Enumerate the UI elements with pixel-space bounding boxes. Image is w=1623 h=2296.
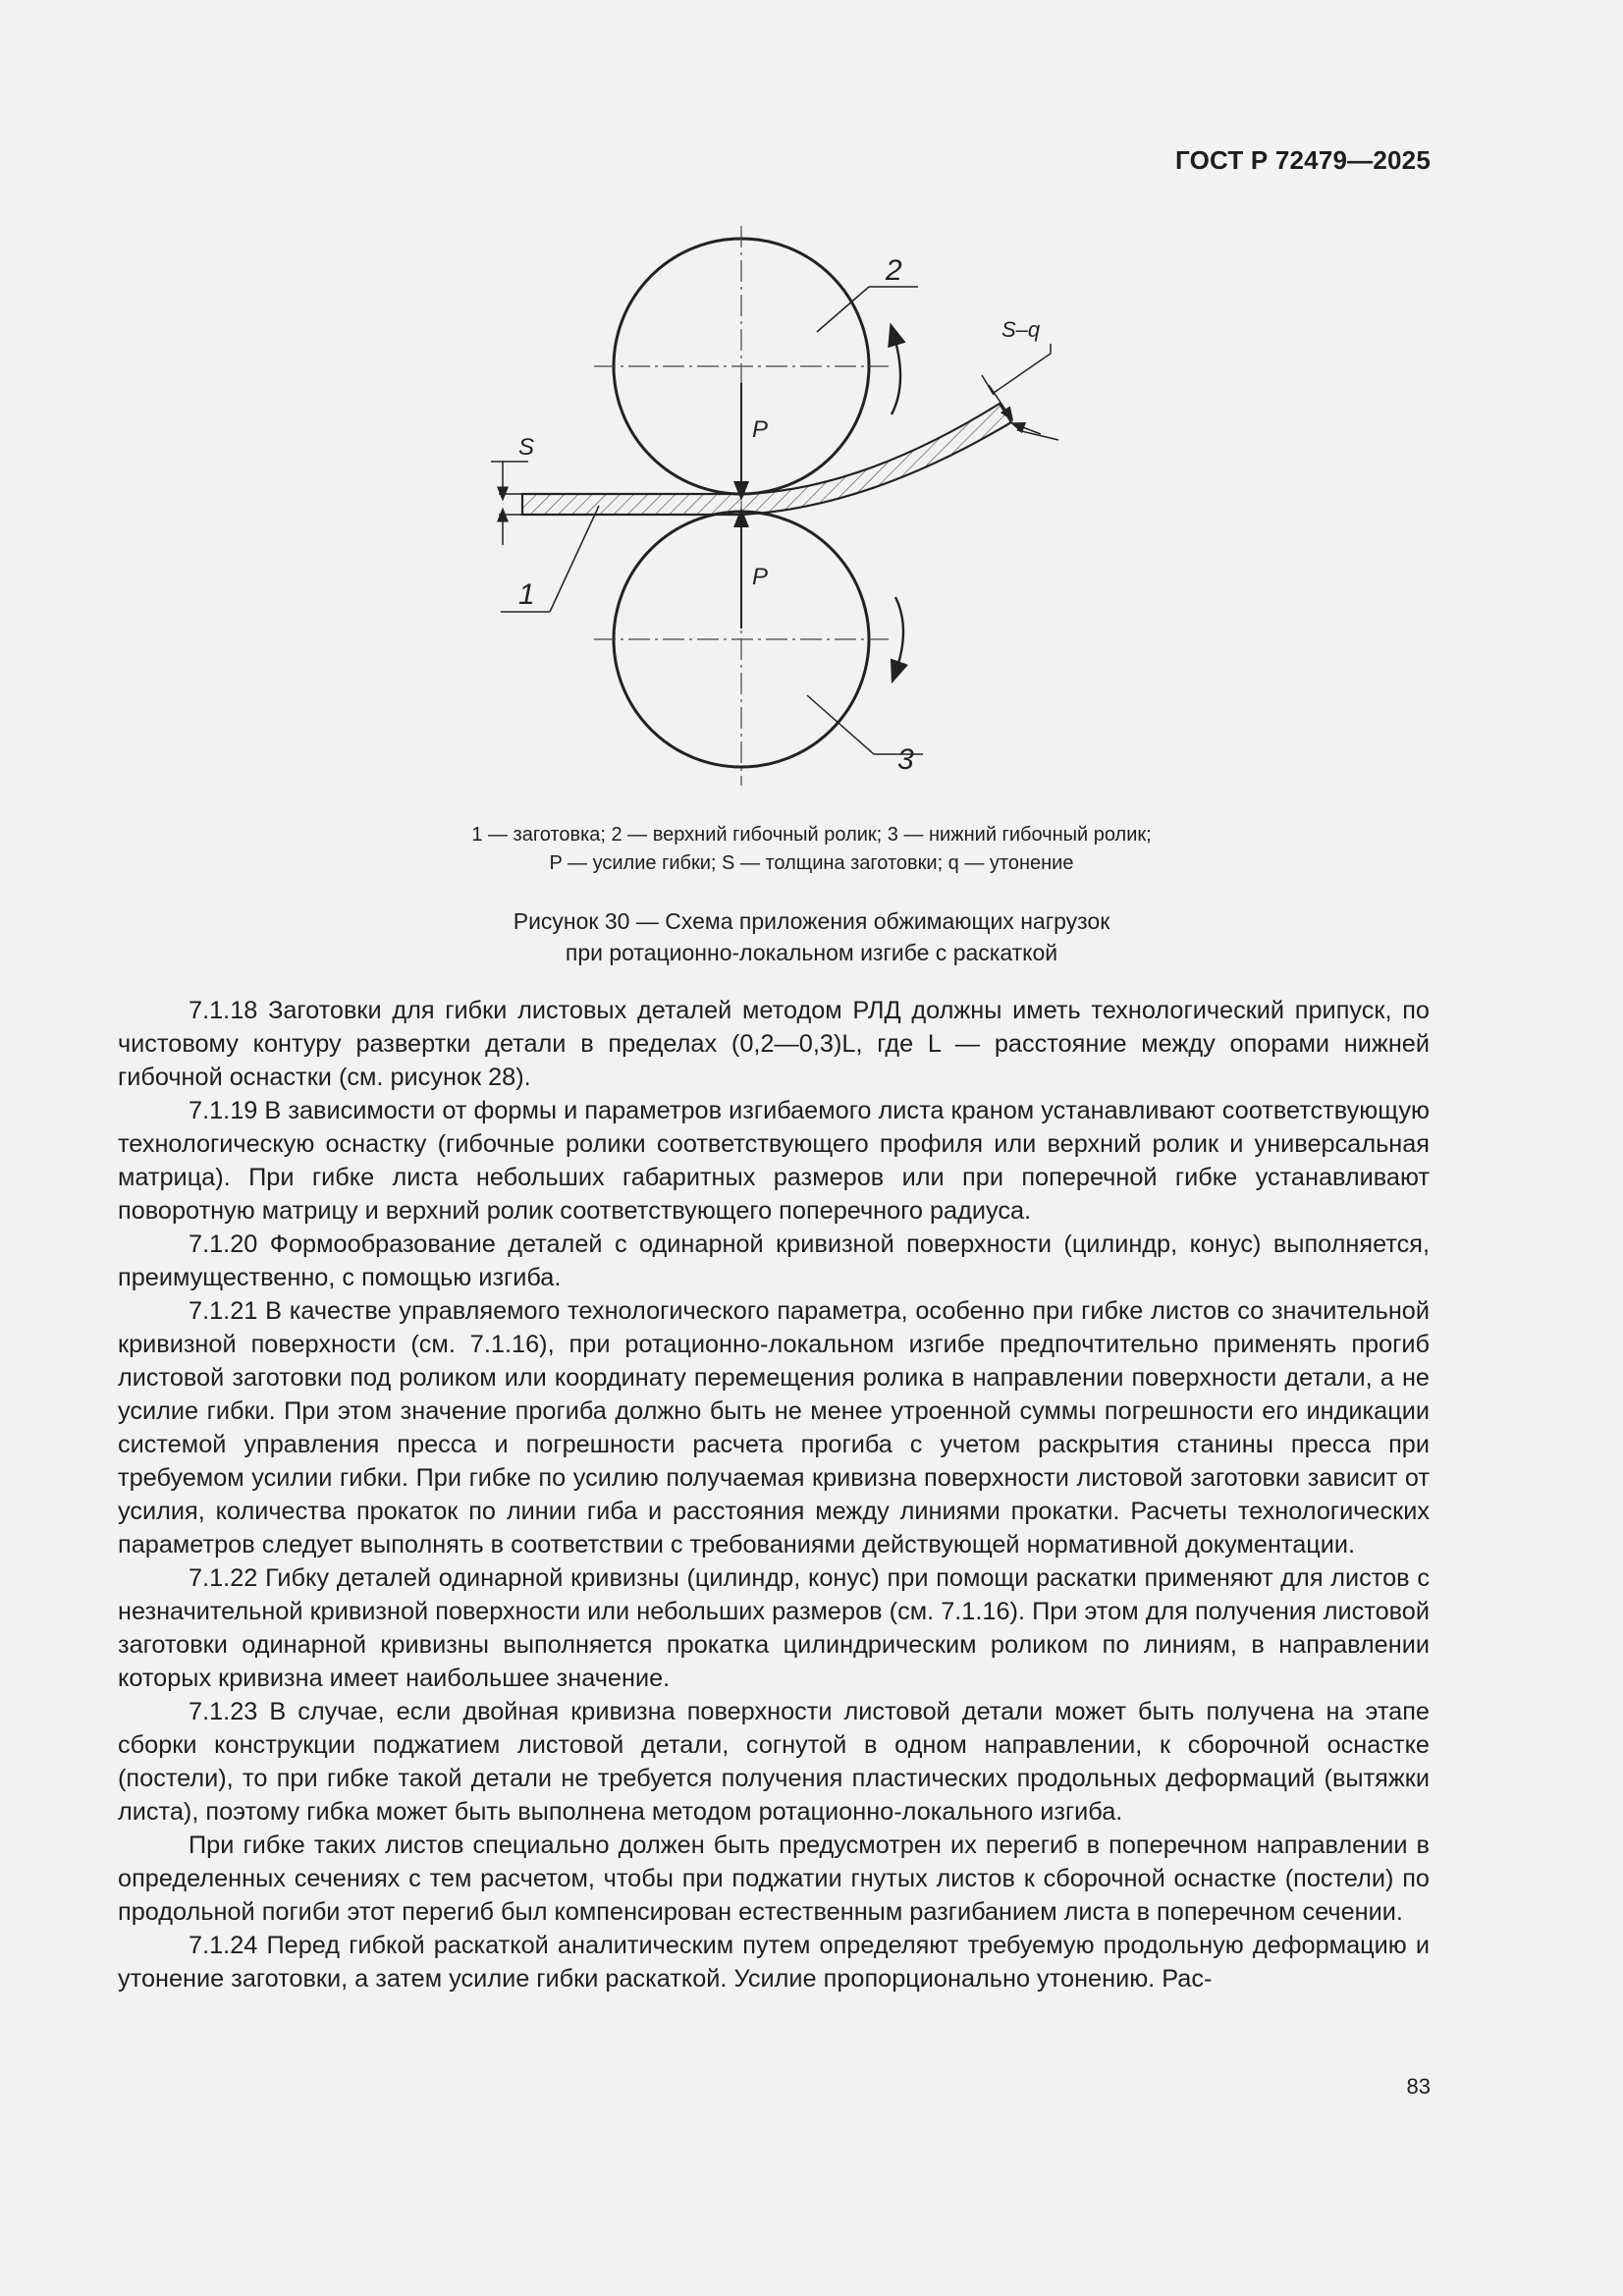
caption-line-1: Рисунок 30 — Схема приложения обжимающих нагрузок [513,908,1110,934]
force-label-bottom: P [752,564,769,590]
legend-line-1: 1 — заготовка; 2 — верхний гибочный ролик; 3 — нижний гибочный ролик; [471,824,1152,846]
paragraph-7-1-18: 7.1.18 Заготовки для гибки листовых деталей методом РЛД должны иметь технологический припуск, по чистовому контуру развертки детали в пределах (0,2—0,3)L, где L — расстояние между опорами нижней гибочной оснастки (см. рисунок 28). [118,997,1430,1091]
page-number: 83 [1406,2074,1431,2099]
document-header: ГОСТ Р 72479—2025 [1175,145,1431,175]
leader-upper-roller [817,287,918,332]
legend-line-2: P — усилие гибки; S — толщина заготовки; q — утонение [549,852,1074,874]
rotation-arrow-upper [892,334,900,414]
body-text [118,994,1430,1995]
label-workpiece: 1 [518,578,535,611]
rotation-arrow-lower [895,597,903,673]
paragraph-7-1-21: 7.1.21 В качестве управляемого технологического параметра, особенно при гибке листов со значительной кривизной поверхности (см. 7.1.16), при ротационно-локальном изгибе предпочтительно применять прогиб листовой заготовки под роликом или координату перемещения ролика в направлении поверхности детали, а не усилие гибки. При этом значение прогиба должно быть не менее утроенной суммы погрешности его индикации системой управления пресса и погрешности расчета прогиба с учетом раскрытия станины пресса при требуемом усилии гибки. При гибке по усилию получаемая кривизна поверхности листовой заготовки зависит от усилия, количества прокаток по линии гиба и расстояния между линиями прокатки. Расчеты технологических параметров следует выполнять в соответствии с требованиями действующей нормативной документации. [118,1297,1430,1558]
roller-bending-figure [471,226,1100,810]
paragraph-7-1-24: 7.1.24 Перед гибкой раскаткой аналитическим путем определяют требуемую продольную деформацию и утонение заготовки, а затем усилие гибки раскаткой. Усилие пропорционально утонению. Рас- [118,1932,1430,1993]
force-label-top: P [752,416,769,443]
figure-caption [0,905,1623,968]
leader-workpiece [501,506,599,612]
paragraph-7-1-23-cont: При гибке таких листов специально должен быть предусмотрен их перегиб в поперечном направлении в определенных сечениях с тем расчетом, чтобы при поджатии гнутых листов к сборочной оснастке (постели) по продольной погиби этот перегиб был компенсирован естественным разгибанием листа в поперечном сечении. [118,1831,1430,1926]
paragraph-7-1-23: 7.1.23 В случае, если двойная кривизна поверхности листовой детали может быть получена на этапе сборки конструкции поджатием листовой детали, согнутой в одном направлении, к сборочной оснастке (постели), то при гибке такой детали не требуется получения пластических продольных деформаций (вытяжки листа), поэтому гибка может быть выполнена методом ротационно-локального изгиба. [118,1698,1430,1826]
paragraph-7-1-20: 7.1.20 Формообразование деталей с одинарной кривизной поверхности (цилиндр, конус) выполняется, преимущественно, с помощью изгиба. [118,1230,1430,1291]
figure-legend [0,821,1623,878]
label-upper-roller: 2 [886,254,902,287]
paragraph-7-1-19: 7.1.19 В зависимости от формы и параметров изгибаемого листа краном устанавливают соответствующую технологическую оснастку (гибочные ролики соответствующего профиля или верхний ролик и универсальная матрица). При гибке листа небольших габаритных размеров или при поперечной гибке устанавливают поворотную матрицу и верхний ролик соответствующего поперечного радиуса. [118,1097,1430,1225]
roller-diagram [471,226,1100,805]
thinning-label: S–q [1001,317,1041,342]
paragraph-7-1-22: 7.1.22 Гибку деталей одинарной кривизны (цилиндр, конус) при помощи раскатки применяют для листов с незначительной кривизной поверхности или небольших размеров (см. 7.1.16). При этом для получения листовой заготовки одинарной кривизны выполняется прокатка цилиндрическим роликом по линиям, в направлении которых кривизна имеет наибольшее значение. [118,1564,1430,1692]
thickness-label: S [518,434,535,461]
label-lower-roller: 3 [897,743,914,776]
caption-line-2: при ротационно-локальном изгибе с раскаткой [565,940,1058,965]
